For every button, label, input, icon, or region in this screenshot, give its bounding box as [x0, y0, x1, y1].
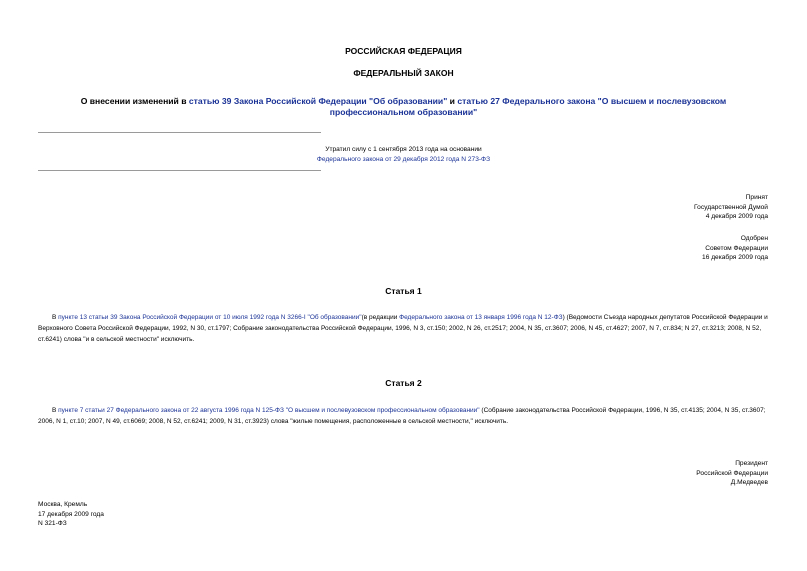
signature-line-1: Президент — [735, 460, 768, 467]
article-1-t2: (в редакции — [361, 314, 400, 321]
title-link-article-39[interactable]: статью 39 Закона Российской Федерации "Об образовании" — [188, 96, 448, 106]
signature-line-3: Д.Медведев — [730, 479, 768, 487]
adopted-line-2: Государственной Думой — [694, 203, 768, 211]
article-1-link-law[interactable]: пункте 13 статьи 39 Закона Российской Федерации от 10 июля 1992 года N 3266-I "Об образовании" — [58, 314, 362, 321]
approved-line-1: Одобрен — [740, 235, 768, 242]
approved-line-3: 16 декабря 2009 года — [702, 254, 768, 262]
lost-force-text: Утратил силу с 1 сентября 2013 года на основании — [325, 146, 482, 153]
law-title — [40, 96, 767, 118]
article-2-t2: (Собрание законодательства Российской Федерации, 1996, N 35, ст.4135; 2004, N 35, ст.3607; 2006, N 1, ст.10; 2007, N 49, ст.6069; 2008, N 52, ст.6241; 2009, N 31, ст.3923) слова "жилые помещения, расположенные в сельской местности," исключить. — [38, 407, 766, 425]
article-2-link-fz125[interactable]: пункте 7 статьи 27 Федерального закона от 22 августа 1996 года N 125-ФЗ "О высшем и послевузовском профессиональном образовании" — [58, 407, 480, 414]
place-line-3: N 321-ФЗ — [38, 520, 67, 528]
article-2-heading: Статья 2 — [385, 378, 422, 388]
lost-force-link[interactable]: Федерального закона от 29 декабря 2012 года N 273-ФЗ — [316, 156, 491, 163]
doc-type-heading: ФЕДЕРАЛЬНЫЙ ЗАКОН — [353, 68, 454, 78]
article-1-t1: В — [52, 314, 59, 321]
approved-line-2: Советом Федерации — [705, 244, 768, 252]
adopted-line-3: 4 декабря 2009 года — [705, 213, 768, 221]
title-middle: и — [447, 96, 458, 106]
place-line-1: Москва, Кремль — [38, 501, 88, 508]
article-1-text — [38, 312, 769, 345]
adopted-line-1: Принят — [745, 194, 768, 201]
adopted-block — [568, 193, 768, 222]
article-1-t3: ) (Ведомости Съезда народных депутатов Российской Федерации и Верховного Совета Российской Федерации, 1992, N 30, ст.1797; Собрание законодательства Российской Федерации, 1996, N 3, ст.150; 2002, N 26, ст.2517; 2004, N 35, ст.3607; 2006, N 45, ст.4627; 2007, N 7, ст.834; N 27, ст.3213; 2008, N 52, ст.6241) слова "и в сельской местности" исключить. — [38, 314, 768, 343]
divider-top — [38, 132, 321, 133]
approved-block — [568, 234, 768, 263]
signature-block — [568, 459, 768, 488]
place-line-2: 17 декабря 2009 года — [38, 510, 104, 518]
country-heading: РОССИЙСКАЯ ФЕДЕРАЦИЯ — [345, 46, 462, 56]
article-2-text — [38, 405, 769, 427]
article-1-heading: Статья 1 — [385, 286, 422, 296]
article-2-t1: В — [52, 407, 59, 414]
divider-bottom — [38, 170, 321, 171]
title-prefix: О внесении изменений в — [80, 96, 189, 106]
title-link-article-27[interactable]: статью 27 Федерального закона "О высшем и послевузовском профессиональном образовании" — [329, 96, 727, 117]
place-block — [38, 500, 238, 529]
signature-line-2: Российской Федерации — [696, 469, 768, 477]
article-1-link-fz12[interactable]: Федерального закона от 13 января 1996 года N 12-ФЗ — [399, 314, 563, 321]
